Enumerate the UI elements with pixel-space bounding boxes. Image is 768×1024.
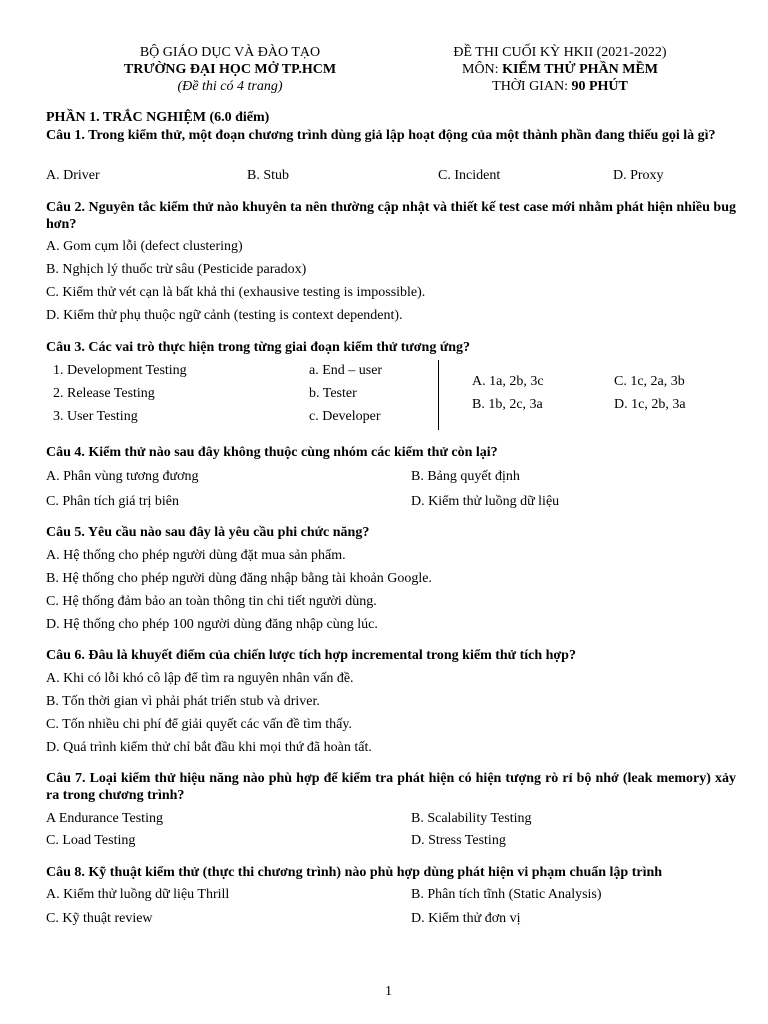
subject-label: MÔN: (462, 62, 503, 77)
q6-option-c: C. Tốn nhiều chi phí để giải quyết các vấn đề tìm thấy. (46, 717, 352, 732)
duration-line (410, 78, 710, 95)
q6-option-d: D. Quá trình kiểm thử chỉ bắt đầu khi mọi thứ đã hoàn tất. (46, 740, 372, 755)
subject-name: KIỂM THỬ PHẦN MỀM (502, 62, 658, 77)
q5-option-d: D. Hệ thống cho phép 100 người dùng đăng nhập cùng lúc. (46, 617, 378, 632)
subject-line (410, 61, 710, 78)
q8-option-c: C. Kỹ thuật review (46, 911, 153, 926)
q7-option-c: C. Load Testing (46, 833, 136, 848)
q1-option-a: A. Driver (46, 168, 100, 183)
q3-role-b: b. Tester (309, 386, 357, 401)
university-name: TRƯỜNG ĐẠI HỌC MỞ TP.HCM (123, 62, 337, 77)
q4-option-d: D. Kiểm thử luồng dữ liệu (411, 494, 560, 509)
q3-role-a: a. End – user (309, 363, 383, 378)
question-2: Câu 2. Nguyên tắc kiểm thử nào khuyên ta nên thường cập nhật và thiết kế test case mới nhằm phát hiện nhiều bug hơn? (46, 200, 736, 232)
question-6: Câu 6. Đâu là khuyết điểm của chiến lược tích hợp incremental trong kiểm thử tích hợp? (46, 648, 576, 663)
section-title: PHẦN 1. TRẮC NGHIỆM (6.0 điểm) (46, 110, 270, 125)
question-8: Câu 8. Kỹ thuật kiểm thử (thực thi chương trình) nào phù hợp dùng phát hiện vi phạm chuẩn lập trình (46, 865, 663, 880)
q2-option-a: A. Gom cụm lỗi (defect clustering) (46, 239, 243, 254)
q1-option-c: C. Incident (438, 168, 501, 183)
q1-option-d: D. Proxy (613, 168, 664, 183)
question-7: Câu 7. Loại kiểm thử hiệu năng nào phù hợp để kiểm tra phát hiện có hiện tượng rò rỉ bộ nhớ (leak memory) xảy ra trong chương trình? (46, 771, 736, 803)
exam-title: ĐỀ THI CUỐI KỲ HKII (2021-2022) (453, 45, 667, 60)
header-left (90, 44, 370, 95)
q3-phase-1: 1. Development Testing (53, 363, 187, 378)
q7-option-d: D. Stress Testing (411, 833, 506, 848)
question-5: Câu 5. Yêu cầu nào sau đây là yêu cầu phi chức năng? (46, 525, 370, 540)
q5-option-c: C. Hệ thống đảm bảo an toàn thông tin chi tiết người dùng. (46, 594, 377, 609)
q4-option-a: A. Phân vùng tương đương (46, 469, 199, 484)
question-3: Câu 3. Các vai trò thực hiện trong từng giai đoạn kiểm thử tương ứng? (46, 340, 471, 355)
question-4: Câu 4. Kiểm thử nào sau đây không thuộc cùng nhóm các kiểm thử còn lại? (46, 445, 498, 460)
question-1: Câu 1. Trong kiểm thử, một đoạn chương trình dùng giả lập hoạt động của một thành phần đang thiếu gọi là gì? (46, 128, 716, 143)
duration-label: THỜI GIAN: (492, 79, 572, 94)
q2-option-c: C. Kiểm thử vét cạn là bất khả thi (exhausive testing is impossible). (46, 285, 426, 300)
ministry-name: BỘ GIÁO DỤC VÀ ĐÀO TẠO (139, 45, 321, 60)
q2-option-b: B. Nghịch lý thuốc trừ sâu (Pesticide paradox) (46, 262, 307, 277)
q7-option-b: B. Scalability Testing (411, 811, 532, 826)
q4-option-b: B. Bảng quyết định (411, 469, 520, 484)
q8-option-a: A. Kiểm thử luồng dữ liệu Thrill (46, 887, 230, 902)
q1-option-b: B. Stub (247, 168, 290, 183)
q7-option-a: A Endurance Testing (46, 811, 163, 826)
q5-option-b: B. Hệ thống cho phép người dùng đăng nhập bằng tài khoản Google. (46, 571, 432, 586)
q3-role-c: c. Developer (309, 409, 381, 424)
q4-option-c: C. Phân tích giá trị biên (46, 494, 179, 509)
q3-phase-2: 2. Release Testing (53, 386, 155, 401)
q3-option-b: B. 1b, 2c, 3a (472, 397, 543, 412)
q8-option-d: D. Kiểm thử đơn vị (411, 911, 521, 926)
q5-option-a: A. Hệ thống cho phép người dùng đặt mua sản phẩm. (46, 548, 346, 563)
q3-option-d: D. 1c, 2b, 3a (614, 397, 686, 412)
q3-divider (438, 360, 439, 430)
q2-option-d: D. Kiểm thử phụ thuộc ngữ cảnh (testing is context dependent). (46, 308, 403, 323)
q6-option-b: B. Tốn thời gian vì phải phát triển stub và driver. (46, 694, 320, 709)
q6-option-a: A. Khi có lỗi khó cô lập để tìm ra nguyên nhân vấn đề. (46, 671, 354, 686)
q3-option-c: C. 1c, 2a, 3b (614, 374, 685, 389)
q3-phase-3: 3. User Testing (53, 409, 138, 424)
page-number: 1 (385, 984, 392, 999)
header-right (410, 44, 710, 95)
q8-option-b: B. Phân tích tĩnh (Static Analysis) (411, 887, 602, 902)
q3-option-a: A. 1a, 2b, 3c (472, 374, 544, 389)
duration-value: 90 PHÚT (571, 79, 628, 94)
page-count-note: (Đề thi có 4 trang) (177, 79, 283, 94)
